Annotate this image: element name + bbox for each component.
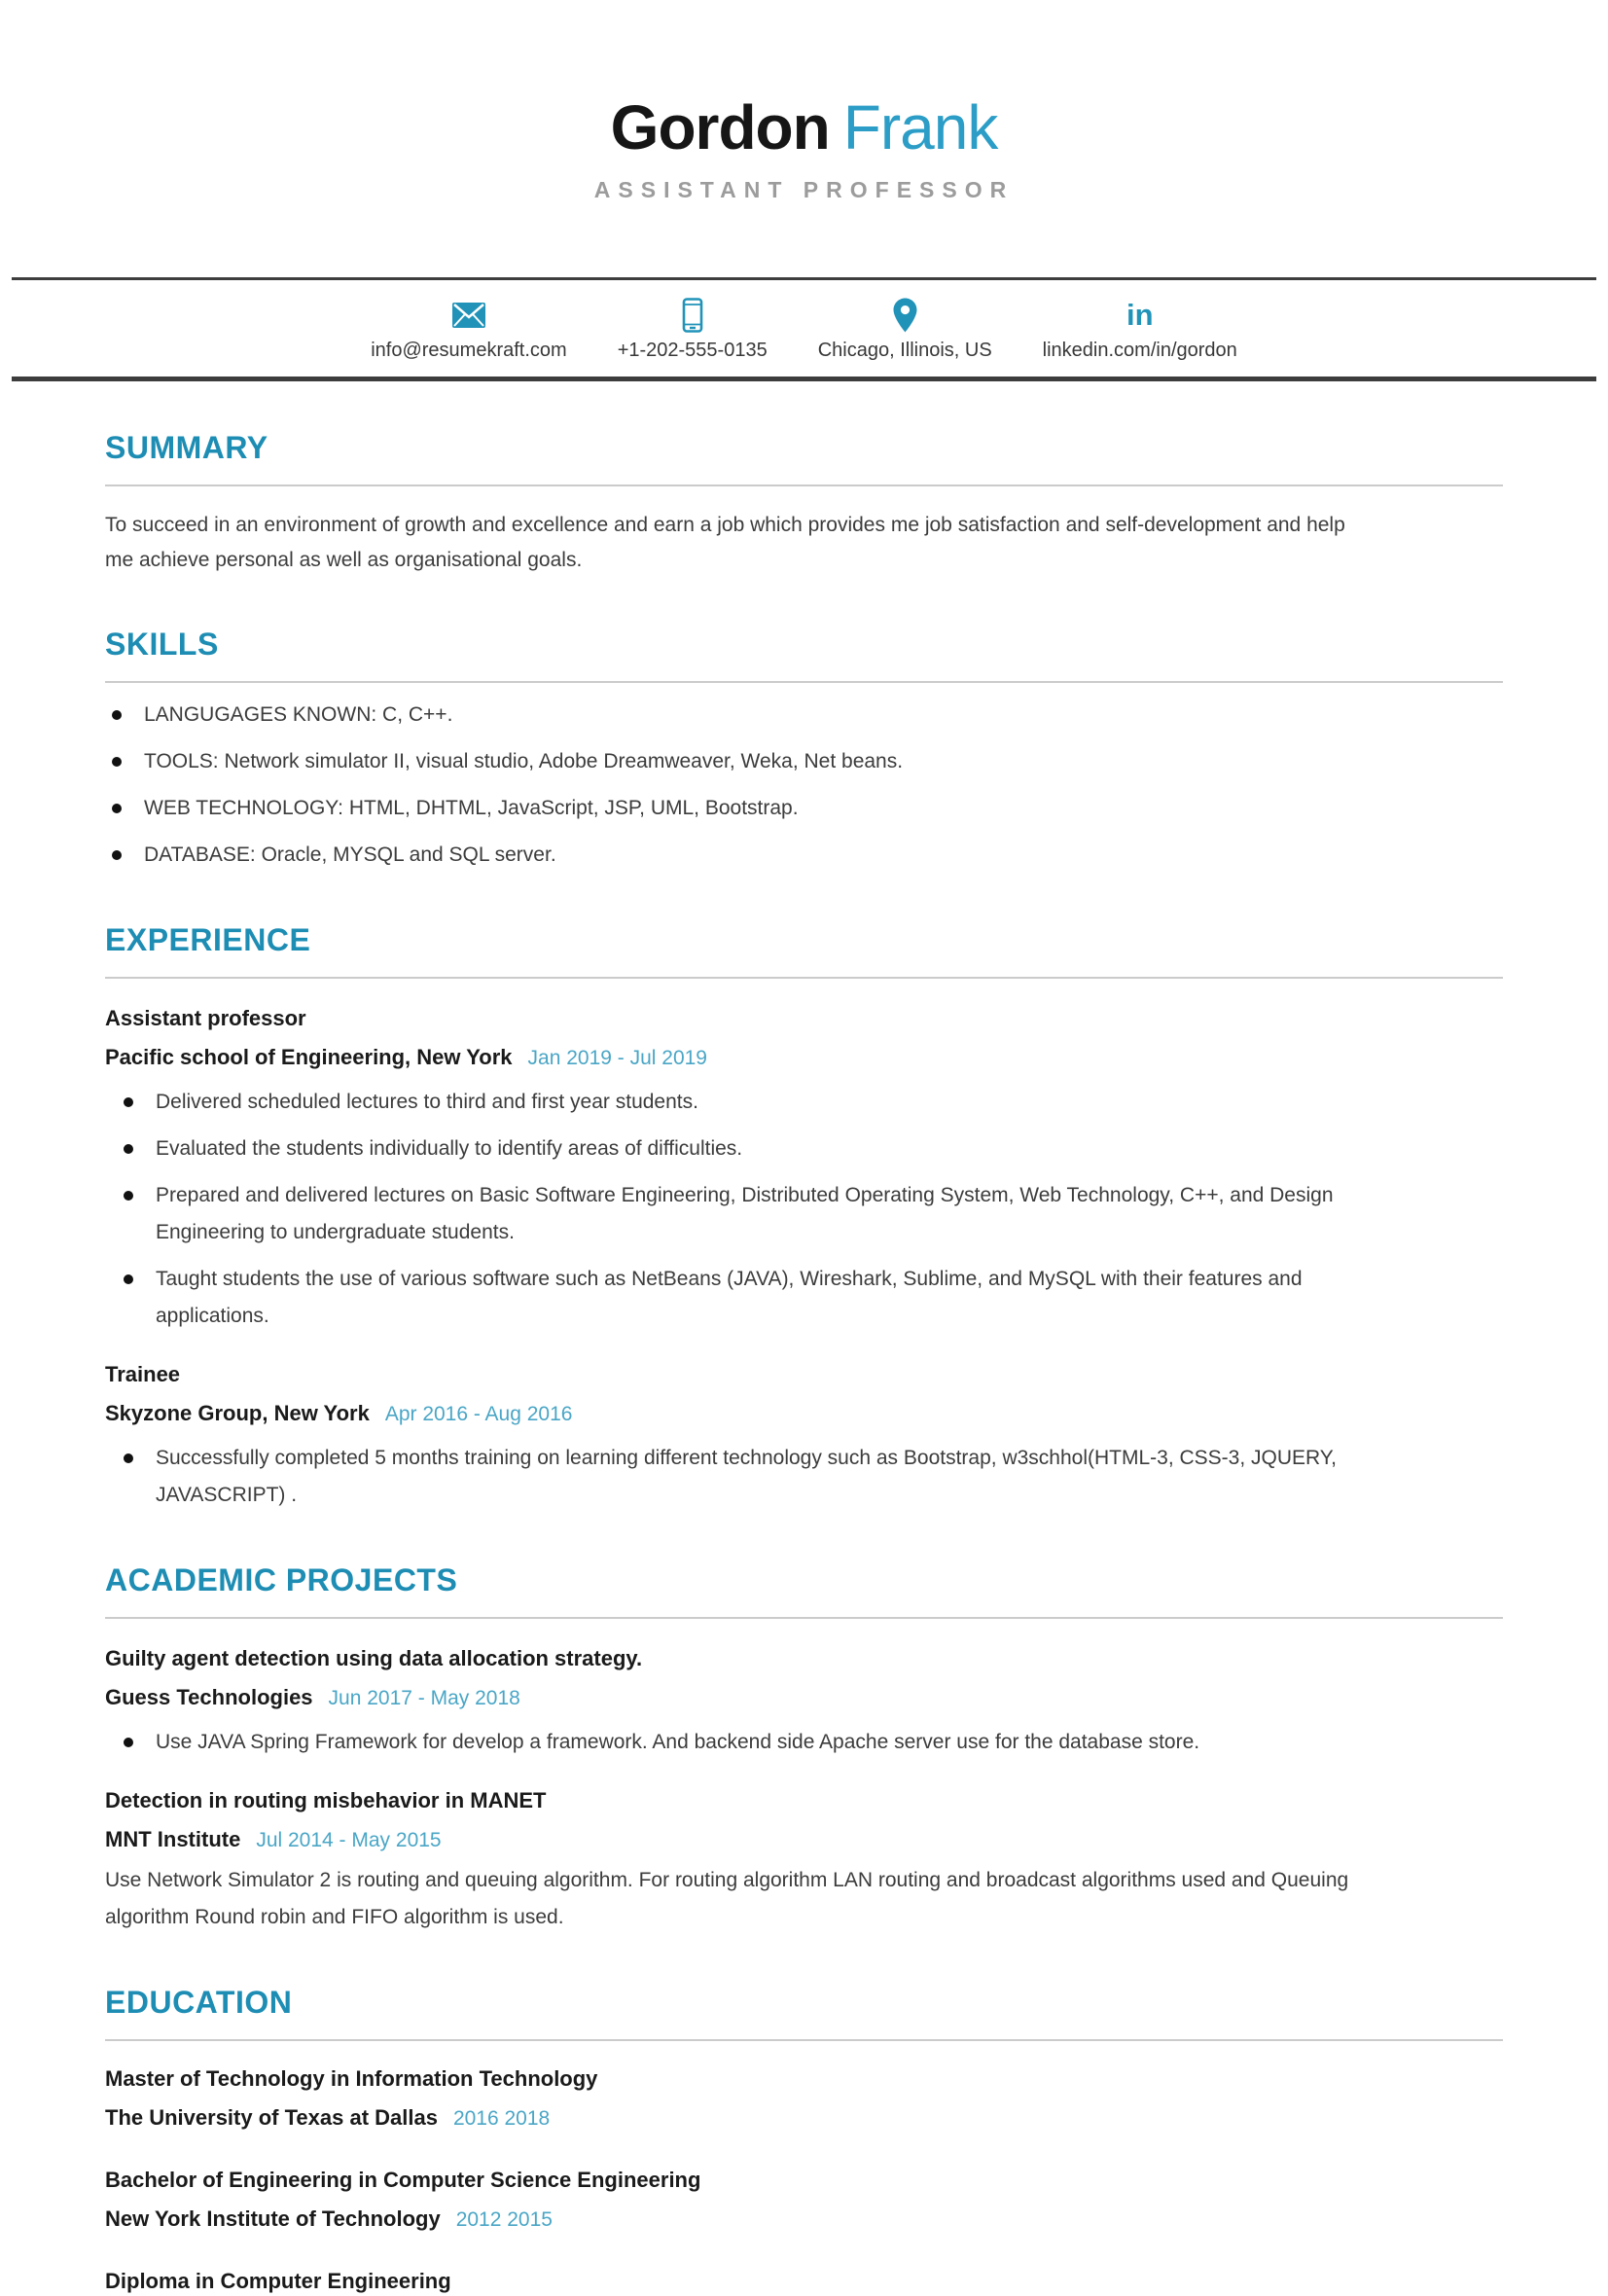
degree-dates: 2012 2015	[455, 2208, 553, 2231]
section-experience	[105, 920, 1503, 1514]
project-bullets	[105, 1724, 1503, 1761]
education-entry	[105, 2064, 1503, 2131]
job-company: Skyzone Group, New York	[105, 1401, 370, 1425]
phone-icon	[682, 296, 703, 335]
job-bullet: Taught students the use of various software such as NetBeans (JAVA), Wireshark, Sublime, and MySQL with their features and applications.	[105, 1261, 1360, 1335]
degree-title: Bachelor of Engineering in Computer Science Engineering	[105, 2168, 701, 2192]
summary-text: To succeed in an environment of growth and excellence and earn a job which provides me job satisfaction and self-development and help me achieve personal as well as organisational goals.	[105, 514, 1345, 571]
job-meta	[105, 1045, 1503, 1070]
skills-heading: SKILLS	[105, 627, 219, 662]
first-name: Gordon	[610, 92, 830, 162]
skills-list	[105, 697, 1503, 874]
section-divider	[105, 2039, 1503, 2041]
skill-item: WEB TECHNOLOGY: HTML, DHTML, JavaScript, JSP, UML, Bootstrap.	[105, 790, 1360, 827]
project-organization: Guess Technologies	[105, 1685, 313, 1709]
degree-meta	[105, 2105, 1503, 2131]
education-entry	[105, 2267, 1503, 2296]
education-heading: EDUCATION	[105, 1985, 293, 2020]
job-title: Trainee	[105, 1362, 181, 1386]
contact-item-phone	[618, 296, 768, 362]
contact-item-email	[371, 296, 566, 362]
job-bullets	[105, 1084, 1503, 1335]
last-name: Frank	[842, 92, 998, 162]
project-organization: MNT Institute	[105, 1827, 241, 1851]
job-dates: Apr 2016 - Aug 2016	[384, 1403, 573, 1425]
degree-dates: 2016 2018	[452, 2107, 551, 2130]
header	[0, 0, 1608, 203]
job-bullets	[105, 1440, 1503, 1514]
skill-item: DATABASE: Oracle, MYSQL and SQL server.	[105, 837, 1360, 874]
job-bullet: Evaluated the students individually to identify areas of difficulties.	[105, 1130, 1360, 1167]
person-name	[0, 93, 1608, 161]
section-summary	[105, 428, 1503, 578]
location-icon	[892, 296, 918, 335]
education-entry	[105, 2166, 1503, 2232]
job-meta	[105, 1401, 1503, 1426]
contact-phone-text: +1-202-555-0135	[617, 340, 768, 361]
project-entry	[105, 1644, 1503, 1761]
project-dates: Jul 2014 - May 2015	[256, 1829, 442, 1851]
project-entry	[105, 1786, 1503, 1936]
person-job-title: ASSISTANT PROFESSOR	[593, 177, 1015, 202]
project-bullet: Use JAVA Spring Framework for develop a framework. And backend side Apache server use for the database store.	[105, 1724, 1360, 1761]
email-icon	[451, 296, 486, 335]
academic-projects-heading: ACADEMIC PROJECTS	[105, 1562, 458, 1597]
experience-heading: EXPERIENCE	[105, 922, 311, 957]
section-divider	[105, 977, 1503, 979]
job-company: Pacific school of Engineering, New York	[105, 1045, 513, 1069]
project-meta	[105, 1685, 1503, 1710]
degree-title: Master of Technology in Information Technology	[105, 2066, 598, 2091]
project-title: Guilty agent detection using data allocation strategy.	[105, 1646, 643, 1670]
skill-item: LANGUGAGES KNOWN: C, C++.	[105, 697, 1360, 734]
job-title: Assistant professor	[105, 1006, 306, 1030]
contact-linkedin-text: linkedin.com/in/gordon	[1042, 340, 1237, 361]
contact-location-text: Chicago, Illinois, US	[817, 340, 992, 361]
section-divider	[105, 1617, 1503, 1619]
project-title: Detection in routing misbehavior in MANET	[105, 1788, 547, 1812]
degree-title: Diploma in Computer Engineering	[105, 2269, 451, 2293]
contact-bar	[0, 280, 1608, 377]
resume-body	[105, 428, 1503, 2296]
job-bullet: Delivered scheduled lectures to third and first year students.	[105, 1084, 1360, 1121]
skill-item: TOOLS: Network simulator II, visual studio, Adobe Dreamweaver, Weka, Net beans.	[105, 743, 1360, 780]
degree-school: New York Institute of Technology	[105, 2206, 441, 2231]
contact-email-text: info@resumekraft.com	[371, 340, 567, 361]
linkedin-icon	[1126, 296, 1154, 335]
job-bullet: Prepared and delivered lectures on Basic Software Engineering, Distributed Operating System, Web Technology, C++, and Design Engineering to undergraduate students.	[105, 1177, 1360, 1251]
section-skills	[105, 625, 1503, 874]
project-description: Use Network Simulator 2 is routing and queuing algorithm. For routing algorithm LAN routing and broadcast algorithms used and Queuing algorithm Round robin and FIFO algorithm is used.	[105, 1869, 1349, 1928]
degree-meta	[105, 2206, 1503, 2232]
section-academic-projects	[105, 1561, 1503, 1936]
summary-heading: SUMMARY	[105, 430, 268, 465]
section-education	[105, 1983, 1503, 2296]
job-bullet: Successfully completed 5 months training on learning different technology such as Bootstrap, w3schhol(HTML-3, CSS-3, JQUERY, JAVASCRIPT) .	[105, 1440, 1360, 1514]
contact-item-location	[818, 296, 992, 362]
job-dates: Jan 2019 - Jul 2019	[527, 1047, 707, 1069]
degree-school: The University of Texas at Dallas	[105, 2105, 438, 2130]
section-divider	[105, 484, 1503, 486]
contact-item-linkedin	[1043, 296, 1237, 362]
experience-entry	[105, 1360, 1503, 1514]
project-meta	[105, 1827, 1503, 1852]
section-divider	[105, 681, 1503, 683]
experience-entry	[105, 1004, 1503, 1335]
linkedin-icon-glyph: in	[1126, 298, 1154, 332]
header-rule-bottom	[12, 377, 1596, 381]
project-dates: Jun 2017 - May 2018	[328, 1687, 520, 1709]
